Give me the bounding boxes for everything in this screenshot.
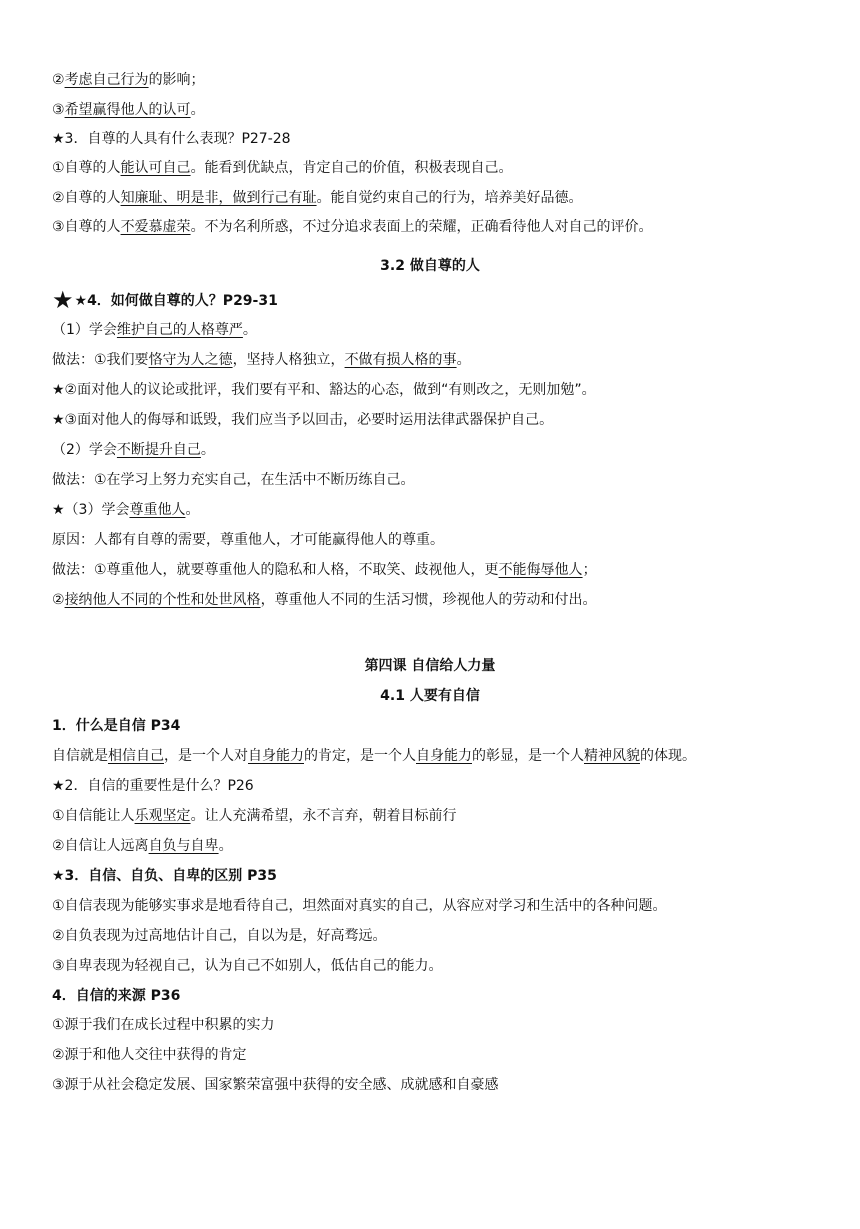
text: ★（3）学会 [52, 502, 130, 518]
text-line [52, 217, 653, 237]
text: ； [582, 562, 597, 578]
text-line: ②自负表现为过高地估计自己，自以为是，好高骛远。 [52, 928, 387, 944]
text-line [52, 70, 205, 90]
text: 。能看到优缺点，肯定自己的价值，积极表现自己。 [190, 160, 513, 176]
text-line [52, 158, 513, 178]
text: （1）学会 [52, 322, 117, 338]
key-phrase: 不断提升自己 [116, 442, 201, 458]
text: 。让人充满希望，永不言弃，朝着目标前行 [190, 808, 457, 824]
text: ①自信能让人 [52, 808, 135, 824]
text: 的彰显，是一个人 [472, 748, 584, 764]
text-line: 原因：人都有自尊的需要，尊重他人，才可能赢得他人的尊重。 [52, 532, 444, 548]
key-phrase: 能认可自己 [120, 160, 191, 176]
text: 自信就是 [52, 748, 108, 764]
text-line [52, 806, 457, 826]
text: ③ [52, 102, 65, 118]
key-phrase: 维护自己的人格尊严 [116, 322, 243, 338]
text: 。不为名利所惑，不过分追求表面上的荣耀，正确看待他人对自己的评价。 [190, 219, 653, 235]
text: 。 [456, 352, 471, 368]
key-phrase: 精神风貌 [584, 748, 640, 764]
key-phrase: 不爱慕虚荣 [120, 219, 191, 235]
key-phrase: 尊重他人 [129, 502, 186, 518]
question-heading: 4．自信的来源 P36 [52, 988, 181, 1004]
key-phrase: 恪守为人之德 [148, 352, 233, 368]
text-line [52, 560, 597, 580]
question-heading: ★2．自信的重要性是什么？P26 [52, 778, 254, 794]
text: ①自尊的人 [52, 160, 121, 176]
text: 。能自觉约束自己的行为，培养美好品德。 [316, 190, 583, 206]
question-text: ★4．如何做自尊的人？P29-31 [74, 293, 278, 309]
text-line [52, 746, 696, 766]
question-heading: ★3．自尊的人具有什么表现？P27-28 [52, 131, 291, 147]
text-line: ③自卑表现为轻视自己，认为自己不如别人，低估自己的能力。 [52, 958, 443, 974]
lesson-title: 第四课 自信给人力量 [364, 658, 496, 674]
key-phrase: 自身能力 [248, 748, 304, 764]
question-heading: 1．什么是自信 P34 [52, 718, 181, 734]
text: 的肯定，是一个人 [304, 748, 416, 764]
text-line [52, 500, 199, 520]
key-phrase: 乐观坚定 [134, 808, 191, 824]
key-phrase: 接纳他人不同的个性和处世风格 [64, 592, 261, 608]
key-phrase: 相信自己 [108, 748, 164, 764]
text: 的影响； [148, 72, 205, 88]
question-heading: ★3．自信、自负、自卑的区别 P35 [52, 868, 277, 884]
text: ②自尊的人 [52, 190, 121, 206]
key-phrase: 自负与自卑 [148, 838, 219, 854]
text: 。 [190, 102, 205, 118]
text: ，是一个人对 [164, 748, 248, 764]
text-line [52, 320, 257, 340]
text: 做法：①我们要 [52, 352, 149, 368]
text: 。 [218, 838, 233, 854]
text: ② [52, 592, 65, 608]
text-line: 做法：①在学习上努力充实自己，在生活中不断历练自己。 [52, 472, 415, 488]
text: 。 [200, 442, 215, 458]
key-phrase: 不做有损人格的事 [344, 352, 457, 368]
text-line [52, 100, 205, 120]
text-line [52, 590, 597, 610]
key-phrase: 自身能力 [416, 748, 472, 764]
text-line [52, 350, 471, 370]
text-line [52, 188, 583, 208]
text: 做法：①尊重他人，就要尊重他人的隐私和人格，不取笑、歧视他人，更 [52, 562, 499, 578]
question-heading [52, 286, 278, 314]
text-line: ②源于和他人交往中获得的肯定 [52, 1047, 247, 1063]
key-phrase: 希望赢得他人的认可 [64, 102, 191, 118]
text-line: ①自信表现为能够实事求是地看待自己，坦然面对真实的自己，从容应对学习和生活中的各种问题。 [52, 898, 667, 914]
text: ② [52, 72, 65, 88]
section-title: 4.1 人要有自信 [380, 688, 480, 704]
text: ③自尊的人 [52, 219, 121, 235]
text-line [52, 440, 215, 460]
text: ，尊重他人不同的生活习惯，珍视他人的劳动和付出。 [260, 592, 597, 608]
big-star-icon: ★ [52, 286, 74, 314]
key-phrase: 知廉耻、明是非，做到行己有耻 [120, 190, 317, 206]
text-line: ③源于从社会稳定发展、国家繁荣富强中获得的安全感、成就感和自豪感 [52, 1077, 499, 1093]
text-line [52, 836, 233, 856]
text: 的体现。 [640, 748, 696, 764]
text: 。 [242, 322, 257, 338]
text: ，坚持人格独立， [232, 352, 345, 368]
text: 。 [185, 502, 200, 518]
text-line: ★②面对他人的议论或批评，我们要有平和、豁达的心态，做到“有则改之，无则加勉”。 [52, 382, 596, 398]
text: ②自信让人远离 [52, 838, 149, 854]
text: （2）学会 [52, 442, 117, 458]
text-line: ★③面对他人的侮辱和诋毁，我们应当予以回击，必要时运用法律武器保护自己。 [52, 412, 554, 428]
text-line: ①源于我们在成长过程中积累的实力 [52, 1017, 275, 1033]
key-phrase: 不能侮辱他人 [498, 562, 583, 578]
section-title: 3.2 做自尊的人 [380, 258, 480, 274]
key-phrase: 考虑自己行为 [64, 72, 149, 88]
